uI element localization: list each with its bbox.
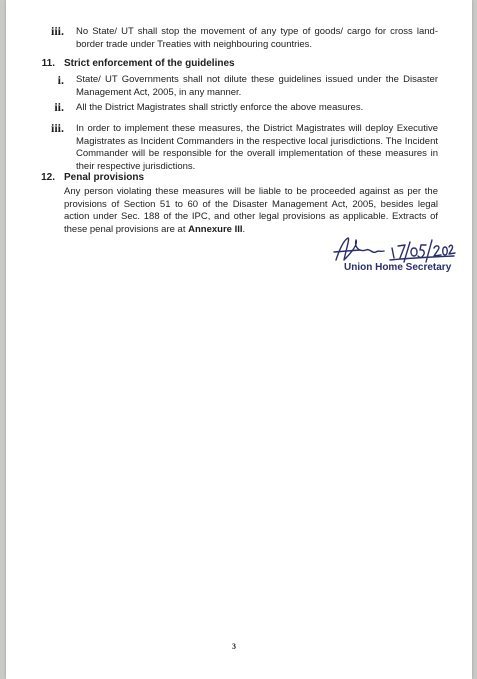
item-text: All the District Magistrates shall strictly enforce the above measures. xyxy=(76,102,364,113)
section-heading: Penal provisions xyxy=(64,172,145,183)
item-text: State/ UT Governments shall not dilute these guidelines issued under the Disaster Management Act, 2005, in any manner. xyxy=(76,74,438,98)
document-page xyxy=(6,0,472,679)
item-marker: iii. xyxy=(50,24,64,38)
section-heading: Strict enforcement of the guidelines xyxy=(64,58,235,69)
penal-provisions-paragraph xyxy=(64,186,438,236)
penal-provisions-text: Any person violating these measures will be liable to be proceeded against as per the provisions of Section 51 to 60 of the Disaster Management Act, 2005, besides legal action under Sec. 188 of the IPC, and other legal provisions as applicable. Extracts of these penal provisions are at xyxy=(64,186,438,235)
item-text: No State/ UT shall stop the movement of any type of goods/ cargo for cross land-border trade under Treaties with neighbouring countries. xyxy=(76,26,438,50)
item-marker: iii. xyxy=(50,121,64,135)
section-number: 11. xyxy=(41,58,55,69)
item-marker: ii. xyxy=(54,100,64,114)
sentence-end: . xyxy=(242,223,246,235)
section-number: 12. xyxy=(41,172,55,183)
item-marker: i. xyxy=(57,73,64,87)
annexure-reference: Annexure III xyxy=(188,223,243,235)
item-text: In order to implement these measures, the District Magistrates will deploy Executive Magistrates as Incident Commanders in the respective local jurisdictions. The Incident Commander will be responsible for the overall implementation of these measures in their respective jurisdictions. xyxy=(76,123,438,172)
page-number: 3 xyxy=(232,642,236,651)
signatory-title: Union Home Secretary xyxy=(344,262,452,273)
